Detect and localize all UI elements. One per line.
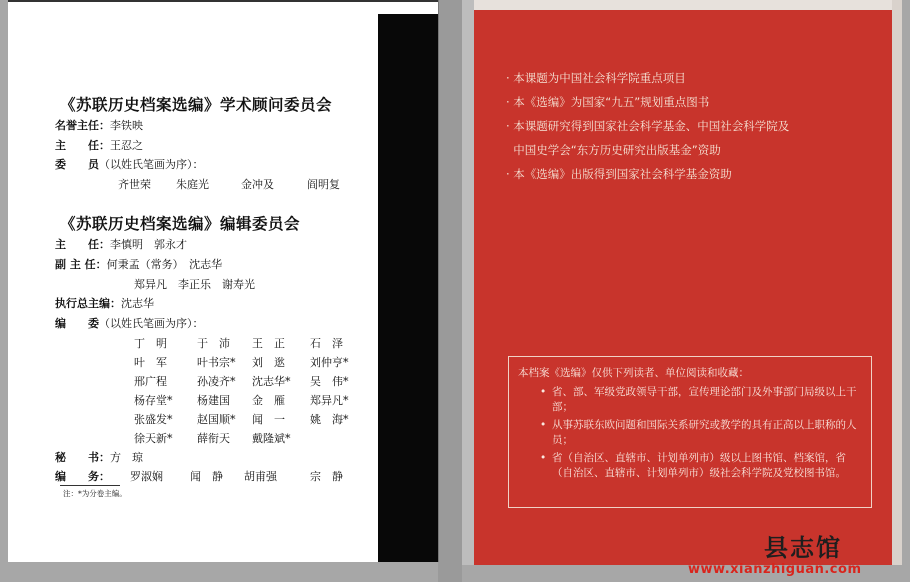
editorial-member: 丁 明 <box>134 337 167 350</box>
vice-chair-row <box>55 256 222 272</box>
bullet-icon: • <box>540 452 547 464</box>
advisory-members-note: （以姓氏笔画为序）： <box>99 158 204 171</box>
exec-editor-row <box>55 295 154 311</box>
advisory-member: 齐世荣 <box>118 178 151 191</box>
vice-chair-label: 副 主 任： <box>55 258 107 271</box>
honorary-chair-row <box>55 117 143 133</box>
editorial-member: 刘 逖 <box>252 356 285 369</box>
project-item: · 本课题为中国社会科学院重点项目 <box>506 71 686 85</box>
honorary-chair-label: 名誉主任： <box>55 119 110 132</box>
staff-member: 闻 静 <box>190 470 223 483</box>
editorial-member: 吴 伟* <box>310 375 349 388</box>
watermark-title: 县志馆 <box>764 534 842 562</box>
editorial-member: 叶 军 <box>134 356 167 369</box>
vice-chair-names-2: 郑异凡 李正乐 谢寿光 <box>134 278 255 291</box>
project-item: · 本《选编》为国家“九五”规划重点图书 <box>506 95 710 109</box>
page-gap <box>438 0 462 582</box>
editorial-chair-names: 李慎明 郭永才 <box>110 238 187 251</box>
reader-item <box>540 451 864 481</box>
editorial-committee-title: 《苏联历史档案选编》编辑委员会 <box>60 214 301 233</box>
editorial-member: 戴隆斌* <box>252 432 291 445</box>
secretary-label: 秘 书： <box>55 451 110 464</box>
editorial-members-label: 编 委 <box>55 317 99 330</box>
footnote-rule <box>60 485 120 486</box>
footnote: 注：*为分卷主编。 <box>63 489 127 498</box>
advisory-committee-title: 《苏联历史档案选编》学术顾问委员会 <box>60 95 333 114</box>
editorial-member: 于 沛 <box>197 337 230 350</box>
honorary-chair-name: 李铁映 <box>110 119 143 132</box>
editorial-chair-row <box>55 236 187 252</box>
editorial-member: 金 雁 <box>252 394 285 407</box>
editorial-member: 闻 一 <box>252 413 285 426</box>
exec-editor-label: 执行总主编： <box>55 297 121 310</box>
reader-item-text: 省（自治区、直辖市、计划单列市）级以上图书馆、档案馆，省（自治区、直辖市、计划单列市）级社会科学院及党校图书馆。 <box>552 452 846 479</box>
staff-row <box>55 468 110 484</box>
page-top-border <box>8 0 438 2</box>
editorial-member: 王 正 <box>252 337 285 350</box>
staff-member: 宗 静 <box>310 470 343 483</box>
bullet-icon: • <box>540 419 547 431</box>
project-item: · 本课题研究得到国家社会科学基金、中国社会科学院及 <box>506 119 790 133</box>
watermark-url: www.xianzhiguan.com <box>688 562 862 577</box>
reader-item-text: 从事苏联东欧问题和国际关系研究或教学的具有正高以上职称的人员； <box>552 419 857 446</box>
editorial-members-note: （以姓氏笔画为序）： <box>99 317 204 330</box>
editorial-chair-label: 主 任： <box>55 238 110 251</box>
exec-editor-name: 沈志华 <box>121 297 154 310</box>
editorial-member: 郑异凡* <box>310 394 349 407</box>
editorial-member: 沈志华* <box>252 375 291 388</box>
editorial-member: 杨建国 <box>197 394 230 407</box>
advisory-chair-row <box>55 137 143 153</box>
advisory-chair-label: 主 任： <box>55 139 110 152</box>
reader-item <box>540 385 864 415</box>
editorial-member: 赵国顺* <box>197 413 236 426</box>
editorial-member: 姚 海* <box>310 413 349 426</box>
page-top-margin <box>474 0 898 10</box>
editorial-member: 薛衔天 <box>197 432 230 445</box>
advisory-chair-name: 王忍之 <box>110 139 143 152</box>
editorial-member: 石 泽 <box>310 337 343 350</box>
scan-shadow-bar <box>378 14 438 562</box>
vice-chair-names-1: 何秉孟（常务） 沈志华 <box>106 258 223 271</box>
reader-item <box>540 418 864 448</box>
editorial-member: 张盛发* <box>134 413 173 426</box>
readers-title: 本档案《选编》仅供下列读者、单位阅读和收藏： <box>518 367 749 379</box>
advisory-members-label: 委 员 <box>55 158 99 171</box>
editorial-member: 杨存堂* <box>134 394 173 407</box>
project-item: 中国史学会“东方历史研究出版基金”资助 <box>506 143 721 157</box>
staff-member: 胡甫强 <box>244 470 277 483</box>
bullet-icon: • <box>540 386 547 398</box>
secretary-name: 方 琼 <box>110 451 143 464</box>
editorial-member: 徐天新* <box>134 432 173 445</box>
editorial-member: 刘仲亨* <box>310 356 349 369</box>
advisory-member: 金冲及 <box>241 178 274 191</box>
right-page <box>462 0 902 565</box>
advisory-members-row <box>55 156 204 172</box>
advisory-member: 朱庭光 <box>176 178 209 191</box>
editorial-member: 孙凌齐* <box>197 375 236 388</box>
staff-member: 罗淑娴 <box>130 470 163 483</box>
staff-label: 编 务： <box>55 470 110 483</box>
advisory-member: 阎明复 <box>307 178 340 191</box>
reader-item-text: 省、部、军级党政领导干部，宣传理论部门及外事部门局级以上干部； <box>552 386 857 413</box>
left-page <box>8 0 438 562</box>
secretary-row <box>55 449 143 465</box>
editorial-members-row <box>55 315 204 331</box>
editorial-member: 叶书宗* <box>197 356 236 369</box>
page-right-edge <box>892 0 902 565</box>
editorial-member: 邢广程 <box>134 375 167 388</box>
project-item: · 本《选编》出版得到国家社会科学基金资助 <box>506 167 732 181</box>
